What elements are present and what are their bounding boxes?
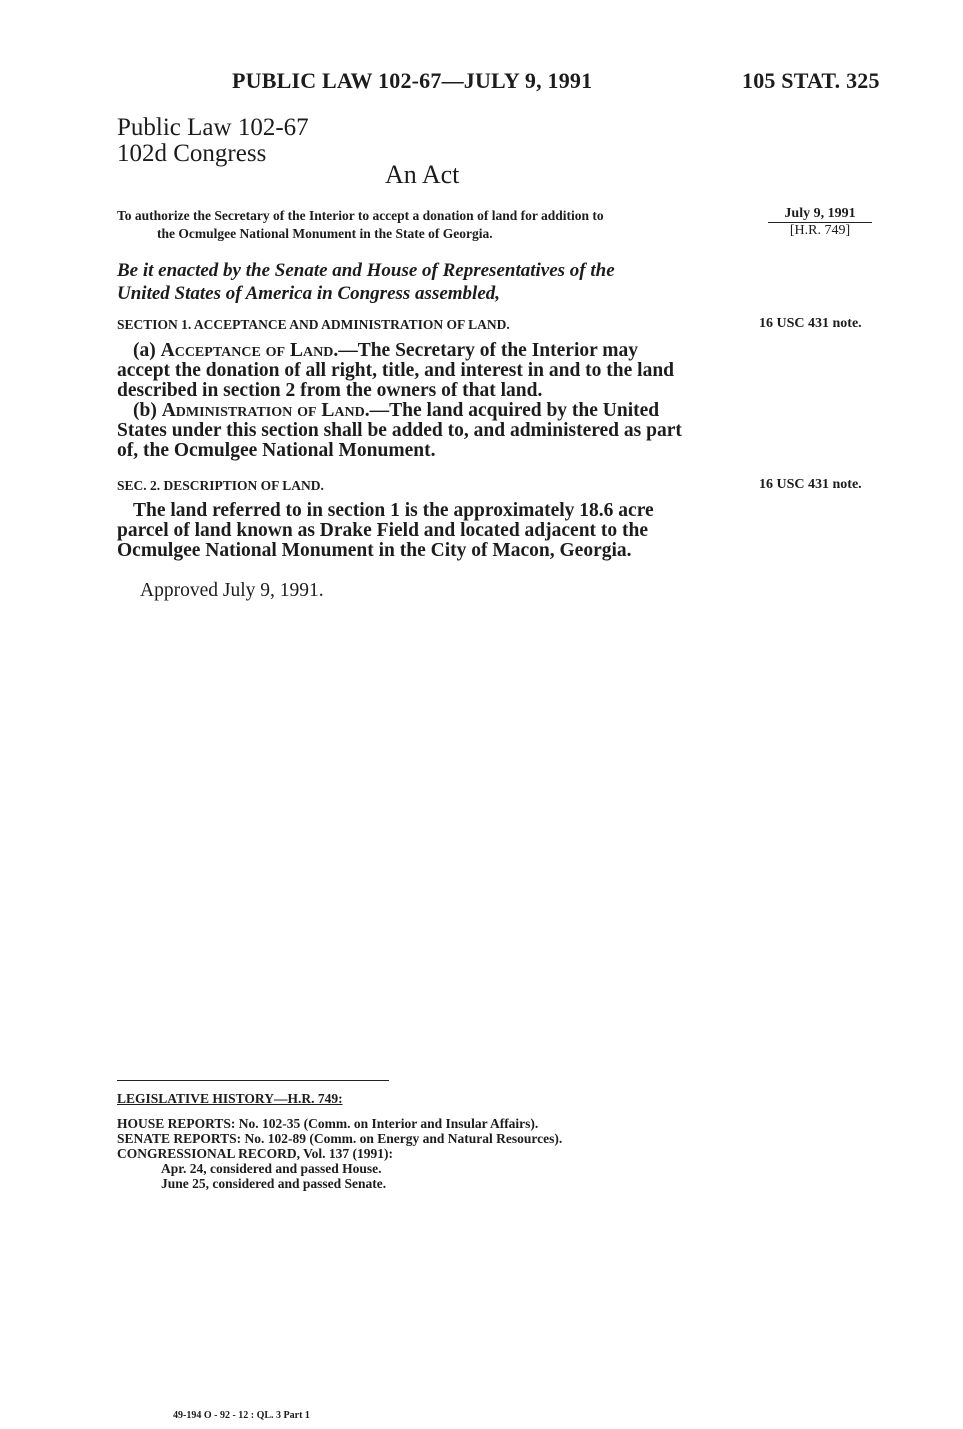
margin-date-block xyxy=(776,206,864,239)
section-2-line-2: parcel of land known as Drake Field and located adjacent to the xyxy=(117,520,649,541)
purpose-clause xyxy=(117,207,604,243)
section-2-line-3: Ocmulgee National Monument in the City of Macon, Georgia. xyxy=(117,540,632,561)
print-footer-code: 49-194 O - 92 - 12 : QL. 3 Part 1 xyxy=(173,1410,310,1421)
congressional-record: CONGRESSIONAL RECORD, Vol. 137 (1991): xyxy=(117,1146,394,1161)
act-heading: An Act xyxy=(385,160,460,189)
approval-date: July 9, 1991 xyxy=(784,206,856,221)
section-2-line-1: The land referred to in section 1 is the approximately 18.6 acre xyxy=(133,500,654,521)
senate-reports: SENATE REPORTS: No. 102-89 (Comm. on Energy and Natural Resources). xyxy=(117,1131,563,1146)
record-entry-house: Apr. 24, considered and passed House. xyxy=(161,1161,382,1176)
running-header-title: PUBLIC LAW 102-67—JULY 9, 1991 xyxy=(232,68,593,93)
house-reports: HOUSE REPORTS: No. 102-35 (Comm. on Interior and Insular Affairs). xyxy=(117,1116,539,1131)
footnote-rule xyxy=(117,1080,389,1081)
congress-number: 102d Congress xyxy=(117,140,267,167)
subsection-a-line-2: accept the donation of all right, title, and interest in and to the land xyxy=(117,360,675,381)
enacting-line-2: United States of America in Congress assembled, xyxy=(117,283,501,304)
enacting-clause xyxy=(117,259,615,305)
section-2-heading: SEC. 2. DESCRIPTION OF LAND. xyxy=(117,478,324,493)
subsection-a-caption: Acceptance of Land. xyxy=(160,340,339,361)
subsection-b-text: —The land acquired by the United xyxy=(369,400,660,421)
subsection-b-caption: Administration of Land. xyxy=(161,400,370,421)
subsection-b-line-3: of, the Ocmulgee National Monument. xyxy=(117,440,436,461)
bill-number: [H.R. 749] xyxy=(789,223,851,238)
section-1-body xyxy=(117,341,682,461)
section-2-body xyxy=(117,501,654,561)
subsection-b-prefix: (b) xyxy=(133,400,162,421)
law-number: Public Law 102-67 xyxy=(117,114,309,141)
record-entry-senate: June 25, considered and passed Senate. xyxy=(161,1176,387,1191)
subsection-a-line-3: described in section 2 from the owners of that land. xyxy=(117,380,543,401)
section-1-heading: SECTION 1. ACCEPTANCE AND ADMINISTRATION OF LAND. xyxy=(117,317,510,332)
purpose-line-2: the Ocmulgee National Monument in the State of Georgia. xyxy=(157,226,493,241)
approval-statement: Approved July 9, 1991. xyxy=(140,580,324,601)
legislative-history-title: LEGISLATIVE HISTORY—H.R. 749: xyxy=(117,1091,343,1106)
enacting-line-1: Be it enacted by the Senate and House of Representatives of the xyxy=(117,260,615,281)
subsection-b-line-1 xyxy=(117,401,682,421)
subsection-a-line-1 xyxy=(117,341,682,361)
margin-note-section-2: 16 USC 431 note. xyxy=(759,477,862,492)
running-header-page: 105 STAT. 325 xyxy=(742,68,880,93)
subsection-a-text: —The Secretary of the Interior may xyxy=(338,340,639,361)
purpose-line-1: To authorize the Secretary of the Interior to accept a donation of land for addition to xyxy=(117,208,604,223)
legislative-history xyxy=(117,1091,562,1191)
subsection-b-line-2: States under this section shall be added to, and administered as part xyxy=(117,420,682,441)
margin-note-section-1: 16 USC 431 note. xyxy=(759,316,862,331)
subsection-a-prefix: (a) xyxy=(133,340,161,361)
